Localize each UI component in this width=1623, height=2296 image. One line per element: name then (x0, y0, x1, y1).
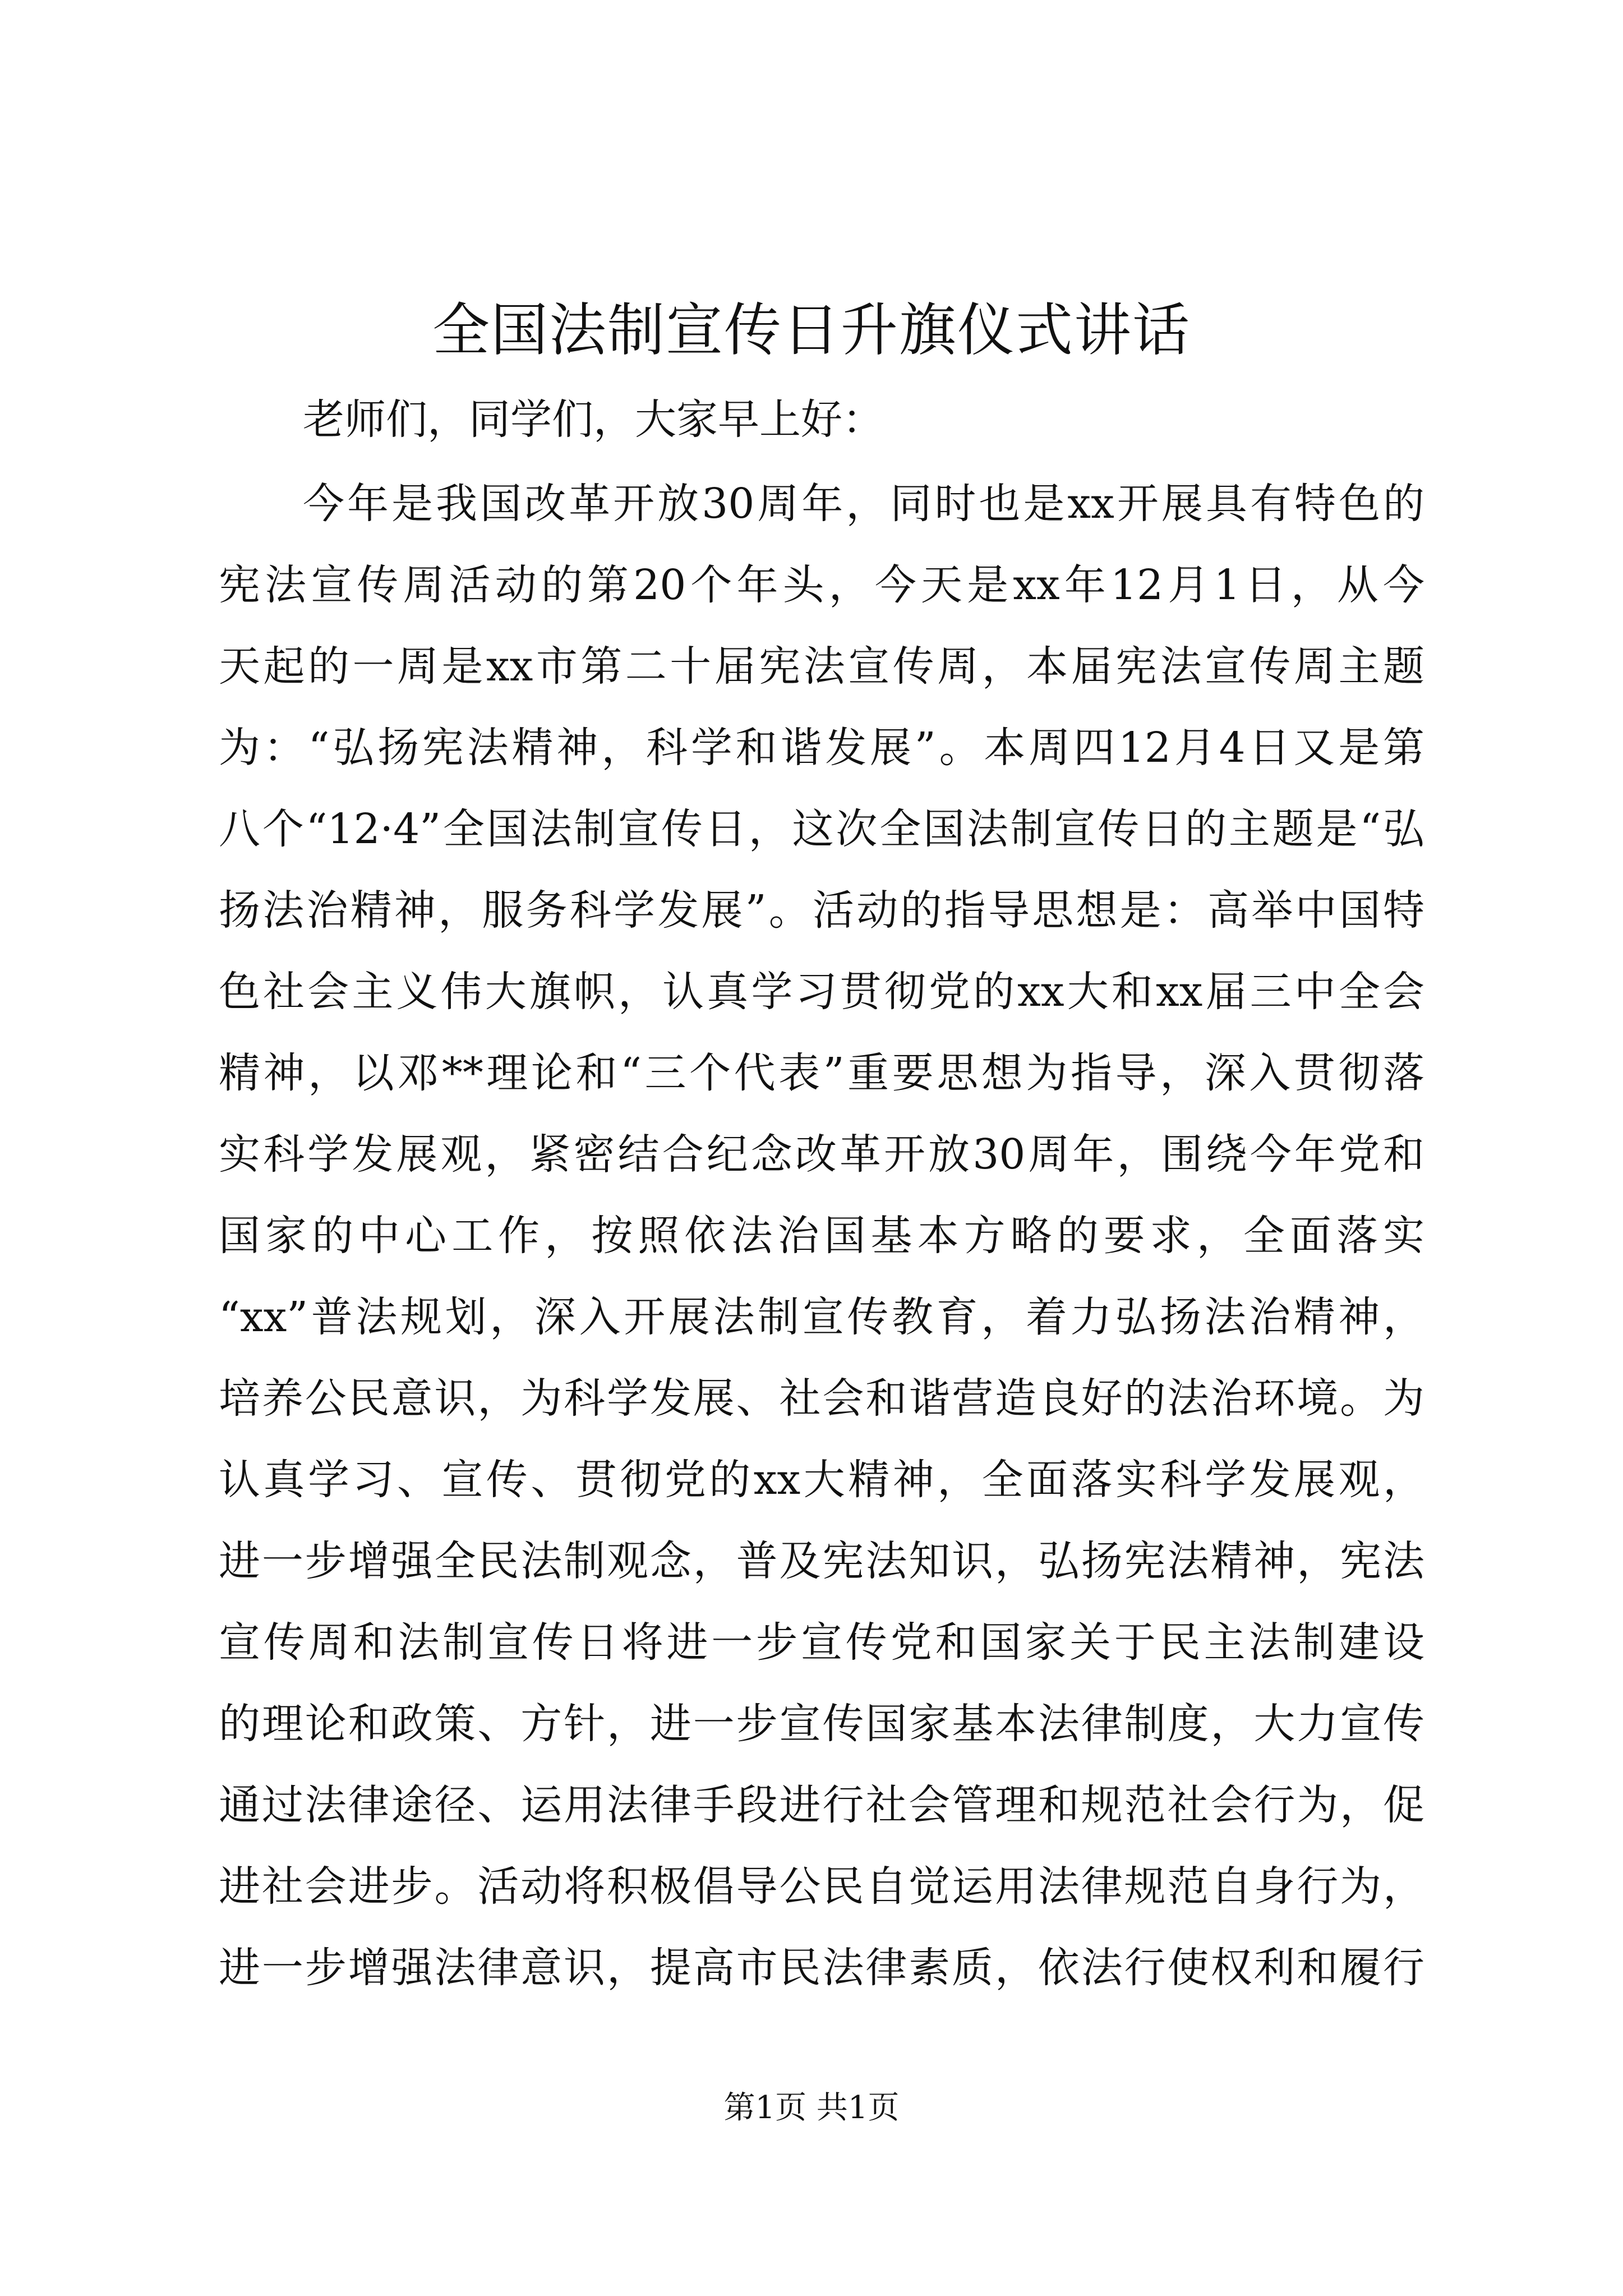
body-line: 国家的中心工作，按照依法治国基本方略的要求，全面落实 (219, 1212, 1424, 1260)
body-line: 通过法律途径、运用法律手段进行社会管理和规范社会行为，促 (219, 1781, 1424, 1829)
body-line: 扬法治精神，服务科学发展”。活动的指导思想是：高举中国特 (219, 886, 1424, 935)
body-line: 天起的一周是xx市第二十届宪法宣传周，本届宪法宣传周主题 (219, 642, 1424, 691)
page-title: 全国法制宣传日升旗仪式讲话 (432, 297, 1191, 364)
body-line: 今年是我国改革开放30周年，同时也是xx开展具有特色的 (303, 480, 1424, 528)
page-footer: 第1页 共1页 (723, 2090, 900, 2126)
body-line: 实科学发展观，紧密结合纪念改革开放30周年，围绕今年党和 (219, 1130, 1424, 1179)
body-line: 进一步增强法律意识，提高市民法律素质，依法行使权利和履行 (219, 1944, 1424, 1992)
body-line: 培养公民意识，为科学发展、社会和谐营造良好的法治环境。为 (219, 1374, 1424, 1423)
body-line: 进社会进步。活动将积极倡导公民自觉运用法律规范自身行为， (219, 1862, 1424, 1911)
body-line: 宣传周和法制宣传日将进一步宣传党和国家关于民主法制建设 (219, 1618, 1424, 1667)
body-line: 八个“12·4”全国法制宣传日，这次全国法制宣传日的主题是“弘 (219, 805, 1424, 853)
body-line: “xx”普法规划，深入开展法制宣传教育，着力弘扬法治精神， (219, 1293, 1424, 1341)
body-line: 认真学习、宣传、贯彻党的xx大精神，全面落实科学发展观， (219, 1456, 1424, 1504)
body-line: 为：“弘扬宪法精神，科学和谐发展”。本周四12月4日又是第 (219, 724, 1424, 772)
body-line: 进一步增强全民法制观念，普及宪法知识，弘扬宪法精神，宪法 (219, 1537, 1424, 1585)
greeting-line: 老师们，同学们，大家早上好： (303, 395, 884, 444)
body-line: 宪法宣传周活动的第20个年头，今天是xx年12月1日，从今 (219, 561, 1424, 609)
body-line: 精神，以邓**理论和“三个代表”重要思想为指导，深入贯彻落 (219, 1049, 1424, 1097)
body-line: 色社会主义伟大旗帜，认真学习贯彻党的xx大和xx届三中全会 (219, 968, 1424, 1016)
body-line: 的理论和政策、方针，进一步宣传国家基本法律制度，大力宣传 (219, 1700, 1424, 1748)
